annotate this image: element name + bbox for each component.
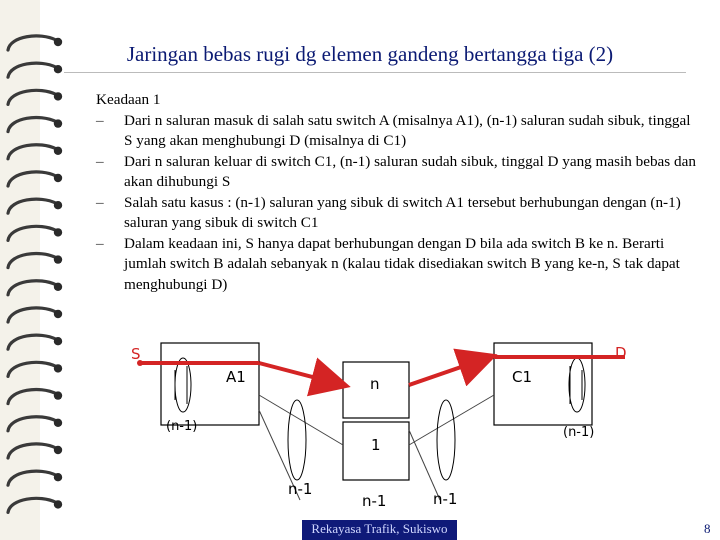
bullet-marker: – — [96, 234, 104, 252]
slide-title: Jaringan bebas rugi dg elemen gandeng bertangga tiga (2) — [126, 42, 614, 66]
bullet-text: Salah satu kasus : (n-1) saluran yang sibuk di switch A1 tersebut berhubungan dengan (n-1) saluran yang sibuk di switch C1 — [124, 193, 681, 231]
label-a1: A1 — [226, 368, 246, 386]
case-heading: Keadaan 1 — [96, 91, 161, 108]
label-n1-right: n-1 — [433, 490, 458, 508]
bullet-text: Dalam keadaan ini, S hanya dapat berhubungan dengan D bila ada switch B ke n. Berarti jumlah switch B adalah sebanyak n (kalau tidak disediakan switch B yang ke-n, S tak dapat menghubungi D) — [124, 234, 680, 293]
bullet-marker: – — [96, 152, 104, 170]
footer-banner: Rekayasa Trafik, Sukiswo — [302, 520, 457, 540]
bullet-marker: – — [96, 111, 104, 129]
label-n1-mid: n-1 — [362, 492, 387, 510]
bullet-text: Dari n saluran keluar di switch C1, (n-1) saluran sudah sibuk, tinggal D yang masih bebas dan akan dihubungi S — [124, 152, 696, 190]
label-left-busy: (n-1) — [166, 419, 198, 434]
label-d: D — [615, 344, 627, 362]
label-1: 1 — [371, 436, 381, 454]
bullet-marker: – — [96, 193, 104, 211]
page-number: 8 — [704, 521, 711, 536]
label-n: n — [370, 375, 380, 393]
label-c1: C1 — [512, 368, 533, 386]
label-s: S — [131, 345, 141, 363]
label-n1-left: n-1 — [288, 480, 313, 498]
label-right-busy: (n-1) — [563, 425, 595, 440]
bullet-text: Dari n saluran masuk di salah satu switch A (misalnya A1), (n-1) saluran sudah sibuk, tinggal S yang akan menghubungi D (misalnya di C1) — [124, 111, 691, 149]
